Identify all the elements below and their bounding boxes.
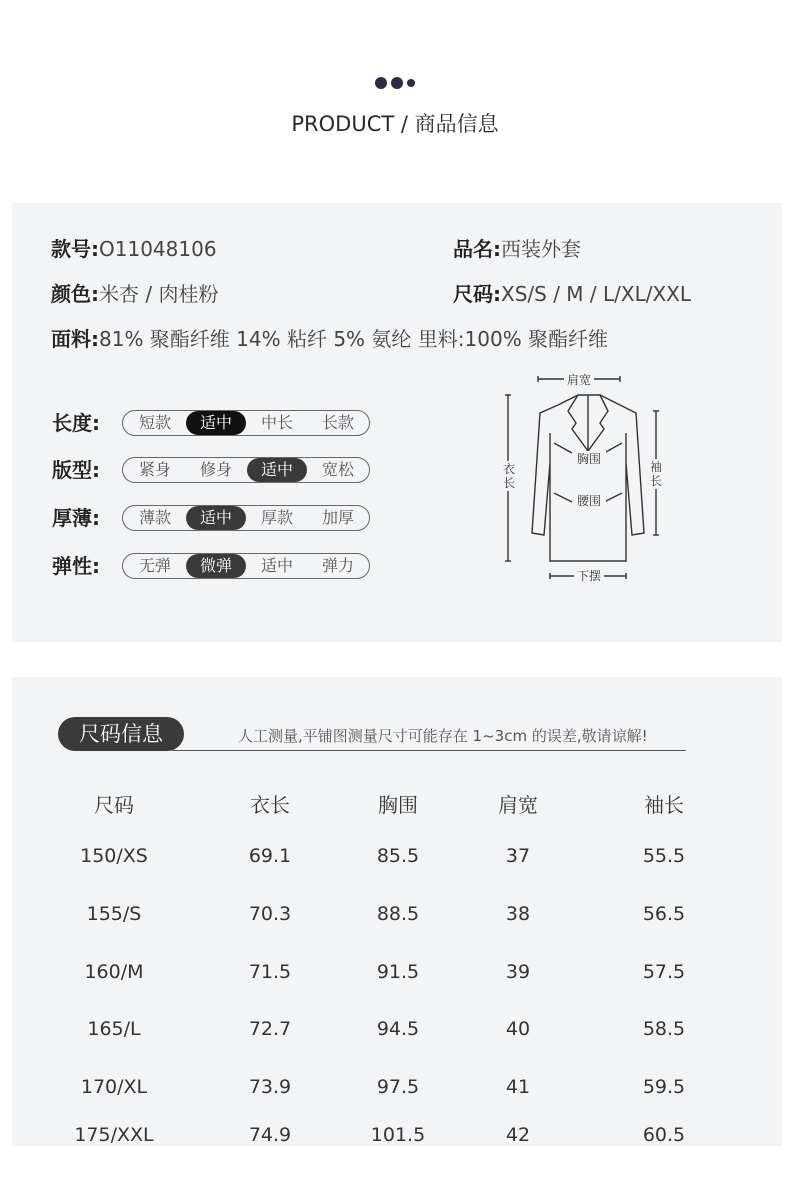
- attribute-option: 宽松: [321, 460, 354, 479]
- table-cell: 38: [505, 903, 531, 925]
- attribute-option-selected: 微弹: [186, 554, 246, 578]
- table-cell: 56.5: [642, 903, 686, 925]
- attribute-label: 版型:: [52, 458, 100, 482]
- length-label-2: 长: [502, 476, 516, 490]
- measurement-note: 人工测量,平铺图测量尺寸可能存在 1~3cm 的误差,敬请谅解!: [238, 727, 648, 745]
- attribute-option: 薄款: [138, 508, 171, 527]
- attribute-option: 修身: [199, 460, 232, 479]
- attribute-option: 短款: [138, 413, 171, 432]
- attribute-option-selected: 适中: [186, 411, 246, 435]
- table-cell: 60.5: [642, 1124, 686, 1146]
- table-cell: 160/M: [84, 961, 144, 983]
- table-cell: 165/L: [87, 1018, 141, 1040]
- chest-label: 胸围: [576, 452, 602, 466]
- table-cell: 39: [505, 961, 531, 983]
- product-color: 颜色:米杏 / 肉桂粉: [51, 282, 219, 306]
- table-cell: 73.9: [248, 1076, 292, 1098]
- product-name: 品名:西装外套: [453, 237, 581, 261]
- table-header-cell: 衣长: [250, 793, 290, 817]
- table-cell: 42: [505, 1124, 531, 1146]
- attribute-label: 弹性:: [52, 554, 100, 578]
- table-cell: 85.5: [376, 845, 420, 867]
- attribute-option: 紧身: [138, 460, 171, 479]
- size-chart-panel: [12, 677, 782, 1146]
- table-cell: 88.5: [376, 903, 420, 925]
- shoulder-label: 肩宽: [566, 373, 592, 387]
- table-header-cell: 尺码: [94, 793, 134, 817]
- table-cell: 175/XXL: [74, 1124, 154, 1146]
- table-cell: 57.5: [642, 961, 686, 983]
- divider: [172, 750, 686, 751]
- page-title: PRODUCT / 商品信息: [291, 112, 499, 136]
- attribute-scale: [122, 410, 370, 436]
- table-cell: 37: [505, 845, 531, 867]
- attribute-option: 加厚: [321, 508, 354, 527]
- attribute-label: 长度:: [52, 411, 100, 435]
- length-label-1: 衣: [502, 462, 516, 476]
- table-header-cell: 袖长: [644, 793, 684, 817]
- table-cell: 55.5: [642, 845, 686, 867]
- attribute-option: 适中: [260, 556, 293, 575]
- table-cell: 72.7: [248, 1018, 292, 1040]
- table-cell: 74.9: [248, 1124, 292, 1146]
- attribute-scale: [122, 457, 370, 483]
- attribute-option: 弹力: [321, 556, 354, 575]
- table-cell: 70.3: [248, 903, 292, 925]
- sleeve-label-1: 袖: [649, 460, 662, 474]
- sleeve-label-2: 长: [649, 474, 662, 488]
- table-cell: 91.5: [376, 961, 420, 983]
- product-info-panel: [12, 203, 782, 642]
- table-cell: 71.5: [248, 961, 292, 983]
- table-cell: 58.5: [642, 1018, 686, 1040]
- attribute-label: 厚薄:: [52, 506, 100, 530]
- table-cell: 150/XS: [80, 845, 148, 867]
- product-fabric: 面料:81% 聚酯纤维 14% 粘纤 5% 氨纶 里料:100% 聚酯纤维: [51, 327, 609, 351]
- attribute-option: 无弹: [138, 556, 171, 575]
- dot-icon: [391, 77, 403, 89]
- style-number: 款号:O11048106: [51, 237, 217, 261]
- attribute-option: 中长: [260, 413, 293, 432]
- attribute-option-selected: 适中: [247, 458, 307, 482]
- dot-icon: [407, 79, 415, 87]
- attribute-option-selected: 适中: [186, 506, 246, 530]
- table-header-cell: 肩宽: [498, 793, 538, 817]
- attribute-scale: [122, 553, 370, 579]
- table-cell: 170/XL: [80, 1076, 148, 1098]
- table-cell: 40: [505, 1018, 531, 1040]
- table-cell: 41: [505, 1076, 531, 1098]
- table-header-cell: 胸围: [378, 793, 418, 817]
- table-cell: 59.5: [642, 1076, 686, 1098]
- table-cell: 69.1: [248, 845, 292, 867]
- table-cell: 94.5: [376, 1018, 420, 1040]
- table-cell: 101.5: [370, 1124, 426, 1146]
- table-cell: 97.5: [376, 1076, 420, 1098]
- attribute-scale: [122, 505, 370, 531]
- decorative-dots: [0, 72, 790, 88]
- attribute-option: 长款: [321, 413, 354, 432]
- dot-icon: [375, 77, 387, 89]
- attribute-option: 厚款: [260, 508, 293, 527]
- table-cell: 155/S: [86, 903, 142, 925]
- product-sizes: 尺码:XS/S / M / L/XL/XXL: [453, 282, 691, 306]
- size-info-tag: 尺码信息: [58, 717, 184, 751]
- waist-label: 腰围: [576, 494, 602, 508]
- coat-size-diagram: [502, 373, 662, 585]
- hem-label: 下摆: [576, 569, 602, 583]
